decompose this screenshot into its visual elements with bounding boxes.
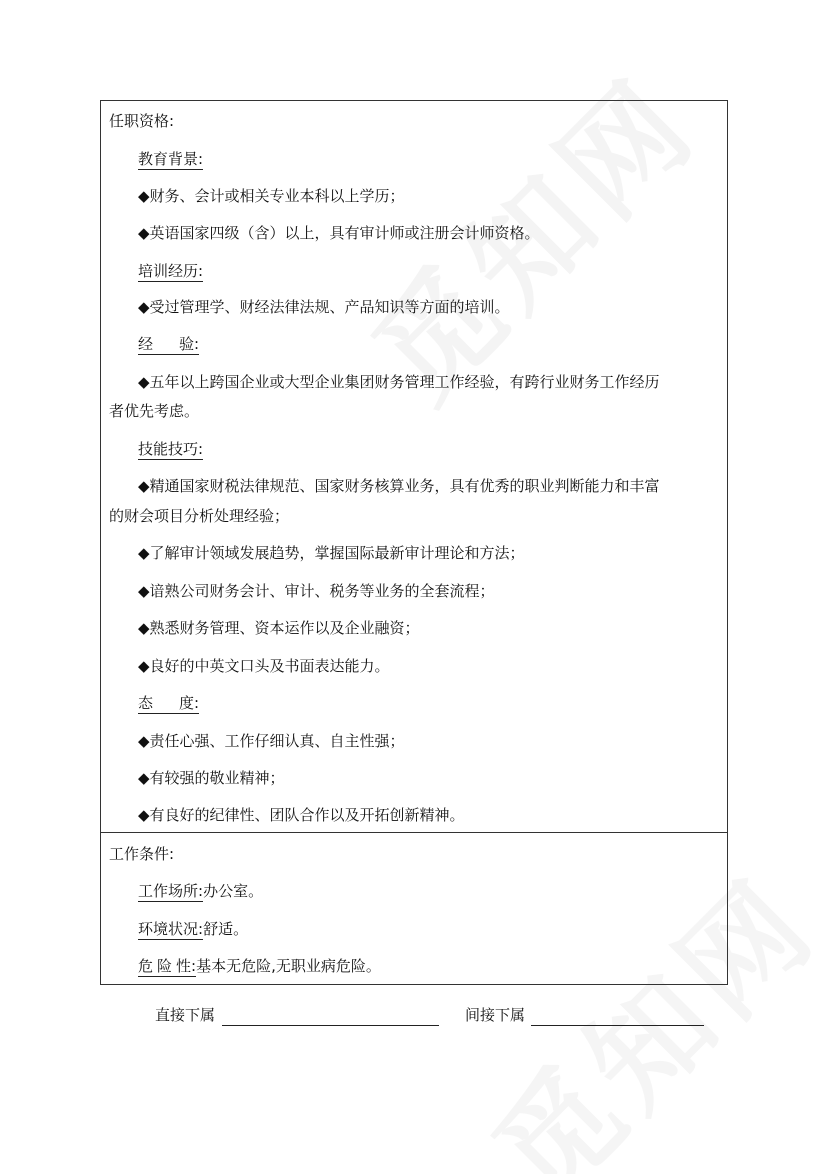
direct-subordinates-label: 直接下属: [155, 1006, 216, 1024]
qualifications-section: [101, 101, 727, 832]
indirect-subordinates-blank[interactable]: [531, 1025, 704, 1026]
attitude-item-2: ◆有较强的敬业精神；: [138, 769, 285, 787]
environment-row: 环境状况:舒适。: [138, 920, 249, 938]
education-item-2: ◆英语国家四级（含）以上，具有审计师或注册会计师资格。: [138, 224, 540, 242]
training-title: 培训经历:: [138, 262, 204, 280]
job-description-table: [100, 100, 728, 985]
danger-row: 危险性:基本无危险,无职业病危险。: [138, 957, 381, 975]
skills-item-3: ◆谙熟公司财务会计、审计、税务等业务的全套流程；: [138, 582, 495, 600]
indirect-subordinates-label: 间接下属: [465, 1006, 526, 1024]
skills-item-4: ◆熟悉财务管理、资本运作以及企业融资；: [138, 619, 420, 637]
experience-title: 经验:: [138, 335, 200, 353]
attitude-item-3: ◆有良好的纪律性、团队合作以及开拓创新精神。: [138, 806, 465, 824]
attitude-item-1: ◆责任心强、工作仔细认真、自主性强；: [138, 732, 405, 750]
conditions-section: [101, 832, 727, 984]
skills-item-2: ◆了解审计领域发展趋势，掌握国际最新审计理论和方法；: [138, 544, 525, 562]
education-item-1: ◆财务、会计或相关专业本科以上学历；: [138, 187, 405, 205]
skills-item-1-line2: 的财会项目分析处理经验；: [109, 507, 290, 525]
experience-item-line2: 者优先考虑。: [109, 402, 200, 420]
qualifications-heading: 任职资格:: [109, 112, 175, 130]
workplace-row: 工作场所:办公室。: [138, 882, 264, 900]
skills-item-1-line1: ◆精通国家财税法律规范、国家财务核算业务，具有优秀的职业判断能力和丰富: [138, 477, 660, 495]
conditions-heading: 工作条件:: [109, 845, 175, 863]
education-title: 教育背景:: [138, 150, 204, 168]
attitude-title: 态度:: [138, 694, 200, 712]
experience-item-line1: ◆五年以上跨国企业或大型企业集团财务管理工作经验，有跨行业财务工作经历: [138, 373, 660, 391]
training-item-1: ◆受过管理学、财经法律法规、产品知识等方面的培训。: [138, 298, 510, 316]
direct-subordinates-blank[interactable]: [222, 1025, 439, 1026]
skills-item-5: ◆良好的中英文口头及书面表达能力。: [138, 657, 390, 675]
subordinates-footer: [0, 1004, 830, 1034]
skills-title: 技能技巧:: [138, 440, 204, 458]
